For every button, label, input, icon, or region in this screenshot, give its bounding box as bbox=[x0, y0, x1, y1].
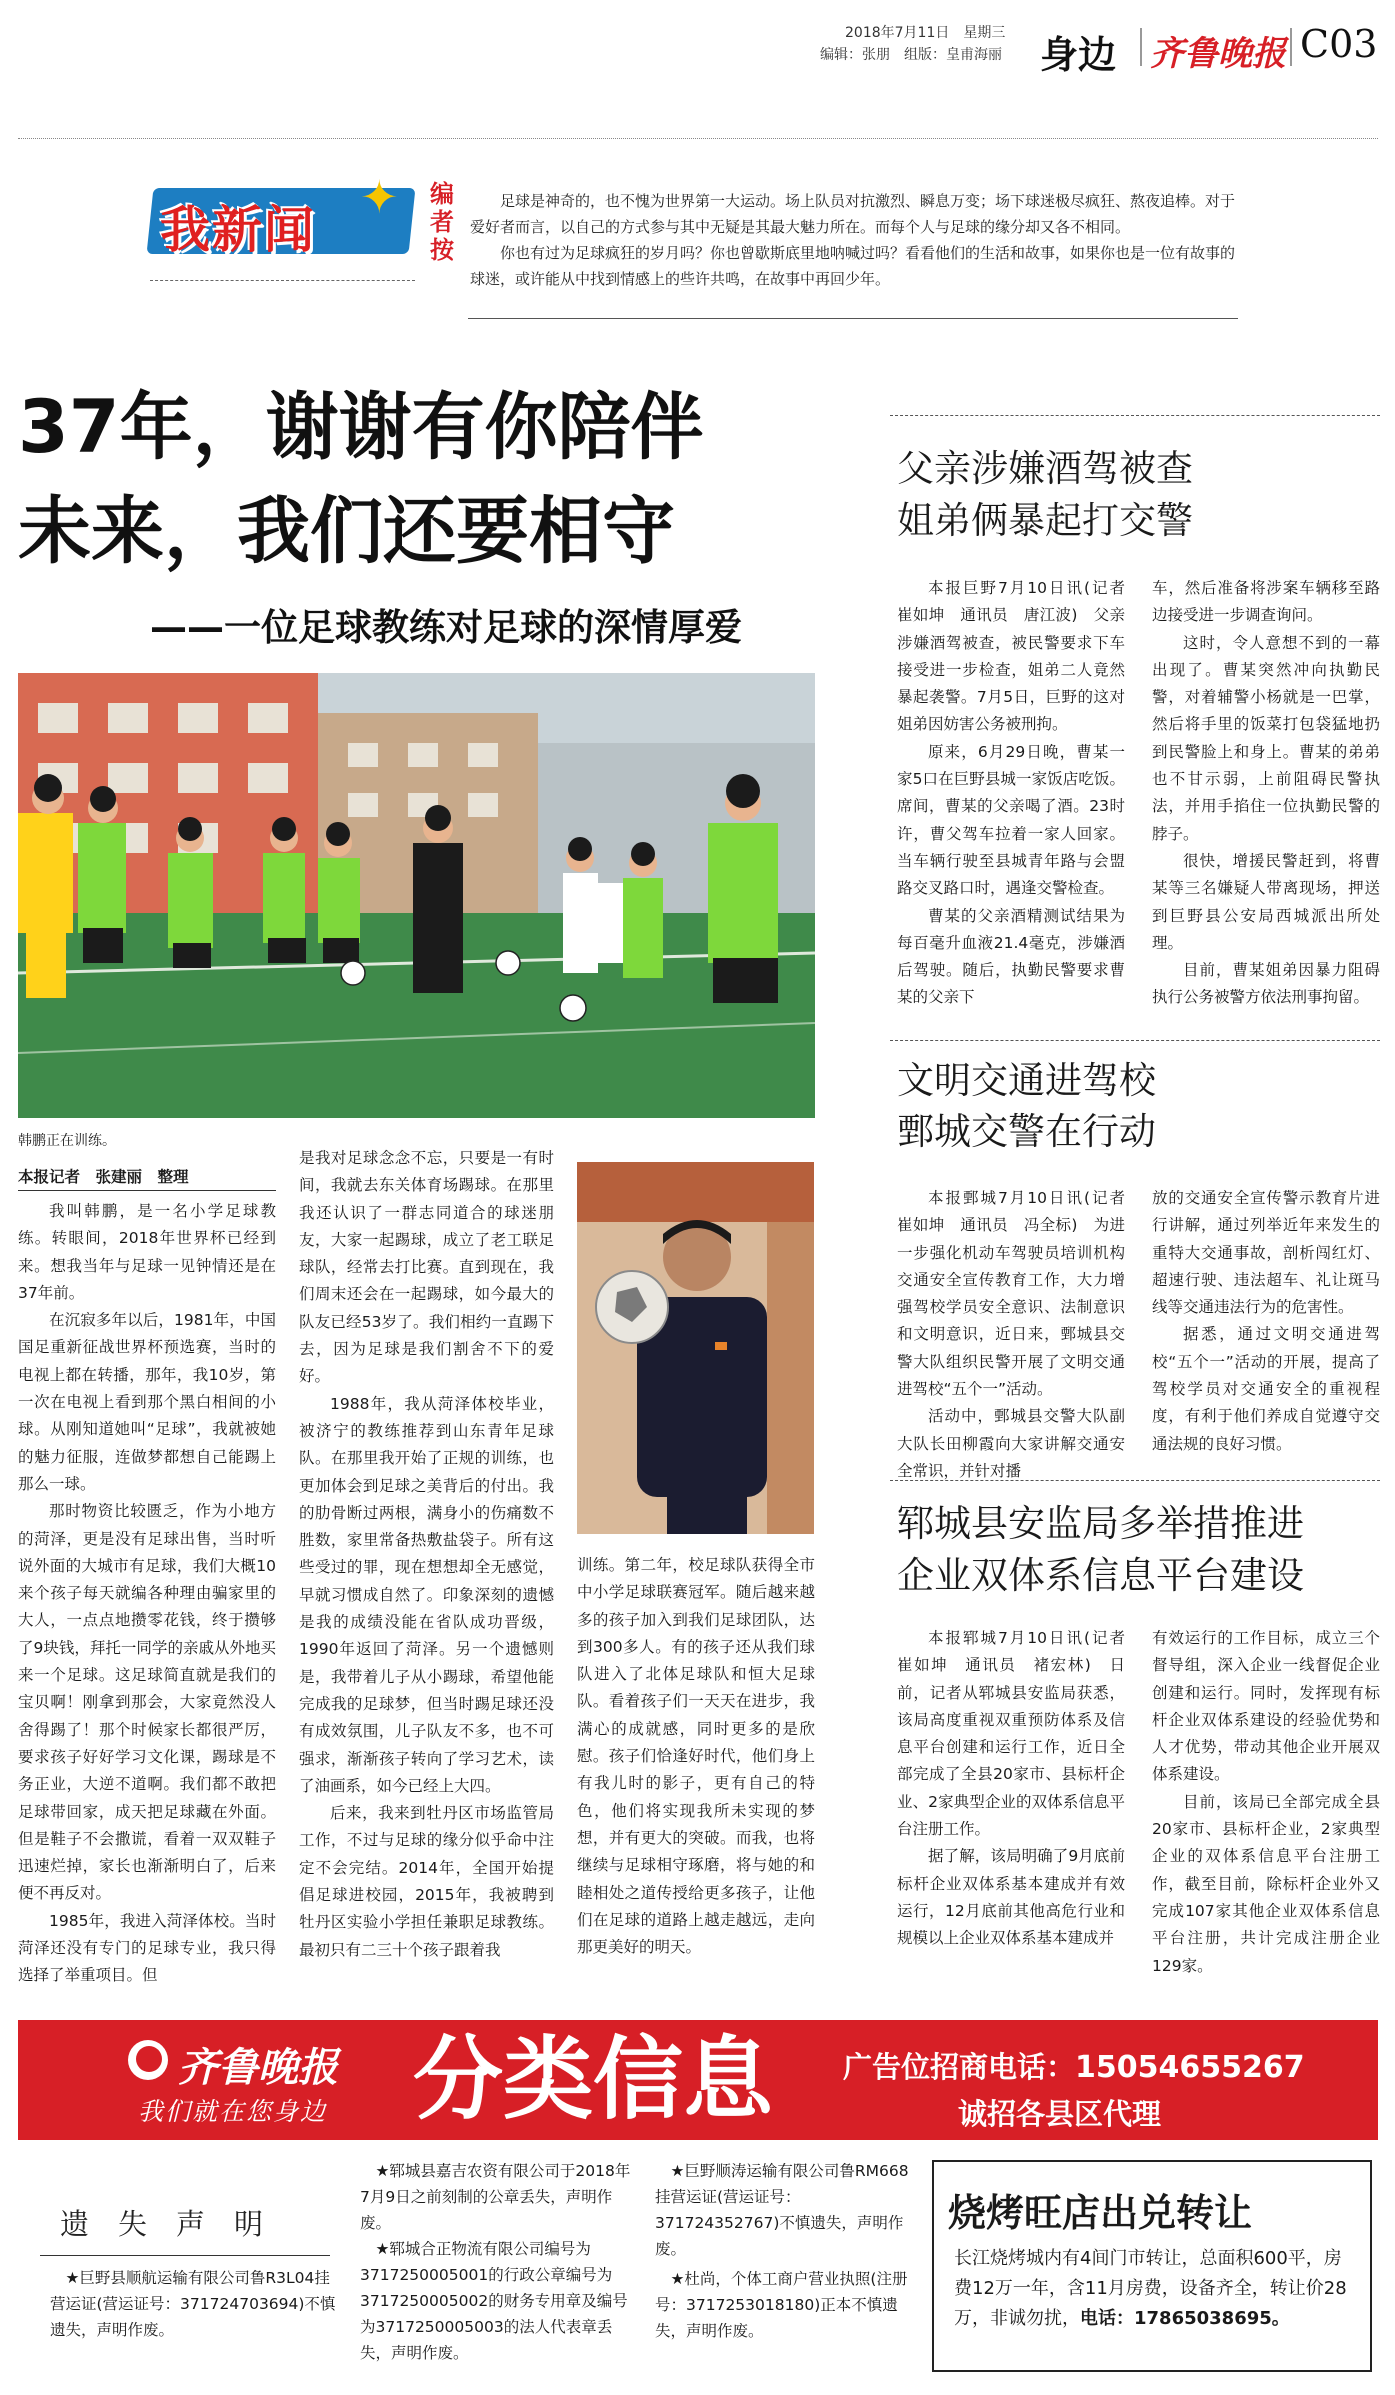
bbq-phone: 电话：17865038695。 bbox=[1080, 2308, 1290, 2329]
masthead bbox=[0, 0, 1395, 95]
article3-col2-para-1: 放的交通安全宣传警示教育片进行讲解，通过列举近年来发生的重特大交通事故，剖析闯红灯、超速行驶、违法超车、礼让斑马线等交通违法行为的危害性。 bbox=[1152, 1189, 1380, 1317]
article3-col1-para-1: 本报鄄城7月10日讯(记者 崔如坤 通讯员 冯全标) 为进一步强化机动车驾驶员培训机构交通安全宣传教育工作，大力增强驾校学员安全意识、法制意识和文明意识，近日来，鄄城县交警大队组织民警开展了文明交通进驾校“五个一”活动。 bbox=[897, 1189, 1141, 1399]
classified-brand: 齐鲁晚报 bbox=[178, 2045, 338, 2091]
article3-rule bbox=[890, 1480, 1380, 1481]
article2-title-line1: 父亲涉嫌酒驾被查 bbox=[897, 447, 1193, 490]
main-col1-para-1: 我叫韩鹏，是一名小学足球教练。转眼间，2018年世界杯已经到来。想我当年与足球一见钟情还是在37年前。 bbox=[18, 1202, 276, 1302]
article3-col2-para-2: 据悉，通过文明交通进驾校“五个一”活动的开展，提高了驾校学员对交通安全的重视程度，有利于他们养成自觉遵守交通法规的良好习惯。 bbox=[1152, 1325, 1380, 1453]
main-col2-para-2: 1988年，我从菏泽体校毕业，被济宁的教练推荐到山东青年足球队。在那里我开始了正规的训练，也更加体会到足球之美背后的付出。我的肋骨断过两根，满身小的伤痛数不胜数，家里常备热敷盐袋子。所有这些受过的罪，现在想想却全无感觉，早就习惯成自然了。印象深刻的遗憾是我的成绩没能在省队成功晋级，1990年返回了菏泽。另一个遗憾则是，我带着儿子从小踢球，希望他能完成我的足球梦，但当时踢足球还没有成效氛围，儿子队友不多，也不可强求，渐渐孩子转向了学习艺术，读了油画系，如今已经上大四。 bbox=[299, 1394, 554, 1795]
main-byline: 本报记者 张建丽 整理 bbox=[18, 1168, 189, 1186]
main-col3-para-1: 训练。第二年，校足球队获得全市中小学足球联赛冠军。随后越来越多的孩子加入到我们足球团队，达到300多人。有的孩子还从我们球队进入了北体足球队和恒大足球队。看着孩子们一天天在进步，我满心的成就感，同时更多的是欣慰。孩子们恰逢好时代，他们身上有我儿时的影子，更有自己的特色，他们将实现我所未实现的梦想，并有更大的突破。而我，也将继续与足球相守琢磨，将与她的和睦相处之道传授给更多孩子，让他们在足球的道路上越走越远，走向那更美好的明天。 bbox=[577, 1556, 815, 1957]
classified-slogan: 我们就在您身边 bbox=[138, 2097, 328, 2126]
bbq-text bbox=[954, 2244, 1356, 2334]
editor-note-para-1: 足球是神奇的，也不愧为世界第一大运动。场上队员对抗激烈、瞬息万变；场下球迷极尽疯狂、熬夜追棒。对于爱好者而言，以自己的方式参与其中无疑是其最大魅力所在。而每个人与足球的缘分却又各不相同。 bbox=[470, 192, 1236, 236]
masthead-divider bbox=[1140, 28, 1142, 66]
article3-col1-para-2: 活动中，鄄城县交警大队副大队长田柳霞向大家讲解交通安全常识，并针对播 bbox=[897, 1407, 1125, 1480]
classified-phone: 15054655267 bbox=[1075, 2050, 1305, 2085]
notice-col3 bbox=[655, 2158, 920, 2344]
article4-col1-para-2: 据了解，该局明确了9月底前标杆企业双体系基本建成并有效运行，12月底前其他高危行业和规模以上企业双体系基本建成并 bbox=[897, 1847, 1125, 1948]
editor-note-para-2: 你也有过为足球疯狂的岁月吗？你也曾歇斯底里地呐喊过吗？看看他们的生活和故事，如果你也是一位有故事的球迷，或许能从中找到情感上的些许共鸣，在故事中再回少年。 bbox=[470, 244, 1236, 288]
notice-5: ★杜尚，个体工商户营业执照(注册号：371725301818​0)正本不慎遗失，声明作废。 bbox=[655, 2270, 908, 2340]
article2-col2-para-3: 很快，增援民警赶到，将曹某等三名嫌疑人带离现场，押送到巨野县公安局西城派出所处理。 bbox=[1152, 851, 1380, 952]
bbq-ad-box bbox=[932, 2160, 1372, 2372]
main-subtitle: ——一位足球教练对足球的深情厚爱 bbox=[150, 606, 742, 649]
editor-note-body bbox=[470, 188, 1245, 292]
article3-title-line2: 鄄城交警在行动 bbox=[897, 1110, 1156, 1153]
classified-title: 分类信息 bbox=[413, 2027, 773, 2132]
editor-note-dash bbox=[150, 280, 415, 281]
byline-rule bbox=[18, 1190, 276, 1191]
notice-4: ★巨野顺涛运输有限公司鲁RM668挂营运证(营运证号：371724352767)不慎遗失，声明作废。 bbox=[655, 2162, 909, 2258]
main-article-col3 bbox=[577, 1552, 815, 1960]
main-article-col2 bbox=[299, 1145, 554, 1960]
masthead-editors: 编辑：张朋 组版：皇甫海丽 bbox=[820, 47, 1002, 63]
page-number: C03 bbox=[1300, 22, 1378, 66]
masthead-rule bbox=[18, 138, 1378, 139]
classified-logo-icon-inner bbox=[136, 2046, 162, 2072]
editor-note-logo bbox=[150, 170, 415, 270]
article2-col1-para-2: 原来，6月29日晚，曹某一家5口在巨野县城一家饭店吃饭。席间，曹某的父亲喝了酒。23时许，曹父驾车拉着一家人回家。当车辆行驶至县城青年路与会盟路交叉路口时，遇逢交警检查。 bbox=[897, 742, 1125, 898]
main-photo-caption: 韩鹏正在训练。 bbox=[18, 1133, 116, 1149]
notice-2: ★郓城县嘉吉农资有限公司于2018年7月9日之前刻制的公章丢失，声明作废。 bbox=[360, 2162, 631, 2232]
main-col1-para-2: 在沉寂多年以后，1981年，中国国足重新征战世界杯预选赛，当时的电视上都在转播，那年，我10岁，第一次在电视上看到那个黑白相间的小球。从刚知道她叫“足球”，我就被她的魅力征服，连做梦都想自己能踢上那么一球。 bbox=[18, 1311, 276, 1493]
main-title-line1: 37年，谢谢有你陪伴 bbox=[18, 385, 704, 470]
logo-yellow-star: ✦ bbox=[360, 170, 399, 224]
notice-col2 bbox=[360, 2158, 635, 2366]
article4-col2-para-1: 有效运行的工作目标，成立三个督导组，深入企业一线督促企业创建和运行。同时，发挥现有标杆企业双体系建设的经验优势和人才优势，带动其他企业开展双体系建设。 bbox=[1152, 1629, 1380, 1784]
article4-col1 bbox=[897, 1625, 1141, 1960]
article2-col1-para-3: 曹某的父亲酒精测试结果为每百毫升血液21.4毫克，涉嫌酒后驾驶。随后，执勤民警要求曹某的父亲下 bbox=[897, 906, 1125, 1007]
lost-notice-title: 遗 失 声 明 bbox=[60, 2207, 264, 2241]
article3-col1 bbox=[897, 1185, 1141, 1480]
main-col2-para-1: 是我对足球念念不忘，只要是一有时间，我就去东关体育场踢球。在那里我还认识了一群志同道合的球迷朋友，大家一起踢球，成立了老工联足球队，经常去打比赛。直到现在，我们周末还会在一起踢球，如今最大的队友已经53岁了。我们相约一直踢下去，因为足球是我们割舍不下的爱好。 bbox=[299, 1149, 554, 1386]
editor-note bbox=[0, 150, 1395, 330]
article2-col1-para-1: 本报巨野7月10日讯(记者 崔如坤 通讯员 唐江波) 父亲涉嫌酒驾被查，被民警要求下车接受进一步检查，姐弟二人竟然暴起袭警。7月5日，巨野的这对姐弟因妨害公务被刑拘。 bbox=[897, 579, 1141, 734]
article2-col2-para-2: 这时，令人意想不到的一幕出现了。曹某突然冲向执勤民警，对着辅警小杨就是一巴掌，然后将手里的饭菜打包袋猛地扔到民警脸上和身上。曹某的弟弟也不甘示弱，上前阻碍民警执法，并用手掐住一位执勤民警的脖子。 bbox=[1152, 633, 1380, 843]
editor-note-label: 编者按 bbox=[430, 180, 454, 264]
coach-photo-svg bbox=[577, 1162, 814, 1534]
article4-col1-para-1: 本报郓城7月10日讯(记者 崔如坤 通讯员 褚宏林) 日前，记者从郓城县安监局获悉，该局高度重视双重预防体系及信息平台创建和运行工作，近日全部完成了全县20家市、县标杆企业、2家典型企业的双体系信息平台注册工作。 bbox=[897, 1629, 1141, 1839]
article3-col2 bbox=[1152, 1185, 1380, 1470]
classified-agent: 诚招各县区代理 bbox=[958, 2097, 1162, 2131]
main-photo-svg bbox=[18, 673, 815, 1118]
masthead-date: 2018年7月11日 星期三 bbox=[845, 25, 1006, 41]
classified-banner bbox=[18, 2020, 1378, 2140]
classified-phone-label: 广告位招商电话： bbox=[843, 2050, 1076, 2084]
coach-photo bbox=[577, 1162, 814, 1534]
article2-title-line2: 姐弟俩暴起打交警 bbox=[897, 499, 1193, 542]
article2-col2-para-4: 目前，曹某姐弟因暴力阻碍执行公务被警方依法刑事拘留。 bbox=[1152, 961, 1380, 1007]
right-column-rule-top bbox=[890, 415, 1380, 416]
article2-col2-para-1: 车，然后准备将涉案车辆移至路边接受进一步调查询问。 bbox=[1152, 579, 1380, 625]
article4-title-line2: 企业双体系信息平台建设 bbox=[897, 1554, 1304, 1597]
article2-rule bbox=[890, 1040, 1380, 1041]
notice-3: ★郓城合正物流有限公司编号为3717250005001的行政公章编号为3717250005002的财务专用章及编号为3717250005003的法人代表章丢失，声明作废。 bbox=[360, 2240, 628, 2362]
article4-title-line1: 郓城县安监局多举措推进 bbox=[897, 1502, 1304, 1545]
lost-title-rule bbox=[40, 2255, 330, 2256]
logo-text: 我新闻 bbox=[160, 201, 316, 259]
main-col2-para-3: 后来，我来到牡丹区市场监管局工作，不过与足球的缘分似乎命中注定不会完结。2014年，全国开始提倡足球进校园，2015年，我被聘到牡丹区实验小学担任兼职足球教练。最初只有二三十个孩子跟着我 bbox=[299, 1804, 554, 1959]
bbq-title: 烧烤旺店出兑转让 bbox=[948, 2191, 1253, 2235]
article4-col2-para-2: 目前，该局已全部完成全县20家市、县标杆企业，2家典型企业的双体系信息平台注册工作，截至目前，除标杆企业外又完成107家其他企业双体系信息平台注册，共计完成注册企业129家。 bbox=[1152, 1792, 1380, 1975]
article2-col2 bbox=[1152, 575, 1380, 1020]
main-col1-para-3: 那时物资比较匮乏，作为小地方的菏泽，更是没有足球出售，当时听说外面的大城市有足球，我们大概10来个孩子每天就编各种理由骗家里的大人，一点点地攒零花钱，终于攒够了9块钱，拜托一同学的亲戚从外地买来一个足球。这足球简直就是我们的宝贝啊！刚拿到那会，大家竟然没人舍得踢了！那个时候家长都很严厉，要求孩子好好学习文化课，踢球是不务正业，大逆不道啊。我们都不敢把足球带回家，成天把足球藏在外面。但是鞋子不会撒谎，看着一双双鞋子迅速烂掉，家长也渐渐明白了，后来便不再反对。 bbox=[18, 1502, 276, 1903]
main-title-line2: 未来，我们还要相守 bbox=[18, 489, 675, 574]
article3-title-line1: 文明交通进驾校 bbox=[897, 1059, 1156, 1102]
main-article-col1 bbox=[18, 1198, 276, 1985]
main-col1-para-4: 1985年，我进入菏泽体校。当时菏泽还没有专门的足球专业，我只得选择了举重项目。但 bbox=[18, 1911, 276, 1985]
main-photo bbox=[18, 673, 815, 1118]
classified-phone-line bbox=[843, 2045, 1305, 2086]
masthead-divider-2 bbox=[1290, 28, 1292, 66]
article4-col2 bbox=[1152, 1625, 1380, 1975]
editor-note-rule bbox=[468, 318, 1238, 319]
notice-1: ★巨野县顺航运输有限公司鲁R3L04挂营运证(营运证号：371724703694)不慎遗失，声明作废。 bbox=[50, 2269, 336, 2339]
masthead-paper: 齐鲁晚报 bbox=[1150, 34, 1286, 74]
article2-col1 bbox=[897, 575, 1141, 1020]
bbq-text-body: 长江烧烤城内有4间门市转让，总面积600平，房费12万一年，含11月房费，设备齐全，转让价28万，非诚勿扰， bbox=[954, 2248, 1347, 2329]
masthead-section: 身边 bbox=[1040, 33, 1117, 77]
notice-col1 bbox=[50, 2265, 340, 2343]
